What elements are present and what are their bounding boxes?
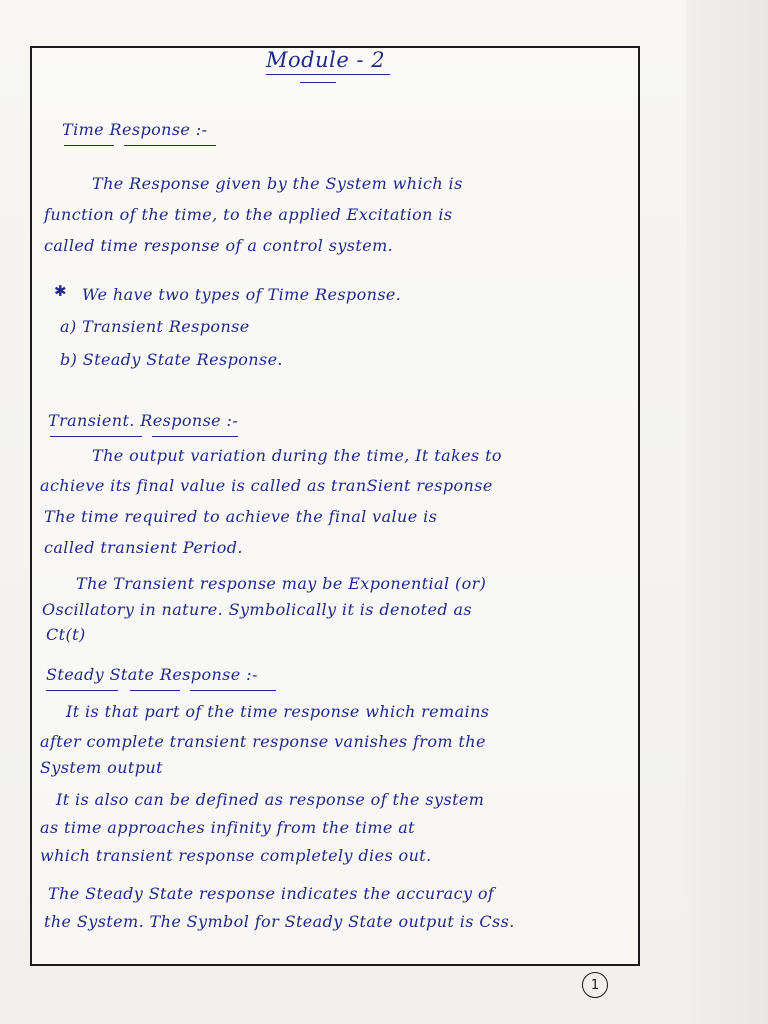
heading-underline bbox=[50, 436, 142, 437]
paragraph-line: System output bbox=[40, 758, 163, 777]
heading-underline bbox=[46, 690, 118, 691]
heading-transient-response: Transient. Response :- bbox=[48, 411, 239, 430]
symbol-ct: Ct(t) bbox=[46, 625, 86, 644]
asterisk-bullet-icon: ✱ bbox=[54, 282, 67, 300]
paragraph-line: The output variation during the time, It takes to bbox=[92, 446, 502, 465]
paragraph-line: The time required to achieve the final value is bbox=[44, 507, 438, 526]
types-intro: We have two types of Time Response. bbox=[82, 285, 402, 304]
list-item: a) Transient Response bbox=[60, 317, 250, 336]
paragraph-line: The Transient response may be Exponential (or) bbox=[76, 574, 487, 593]
title-underline-short bbox=[300, 82, 336, 83]
heading-underline bbox=[190, 690, 276, 691]
paragraph-line: which transient response completely dies out. bbox=[40, 846, 432, 865]
paragraph-line: The Response given by the System which is bbox=[92, 174, 463, 193]
page-number: 1 bbox=[590, 977, 600, 993]
heading-underline bbox=[64, 145, 114, 146]
paragraph-line: Oscillatory in nature. Symbolically it is denoted as bbox=[42, 600, 473, 619]
heading-steady-state-response: Steady State Response :- bbox=[46, 665, 258, 684]
paragraph-line: after complete transient response vanishes from the bbox=[40, 732, 486, 751]
paragraph-line: the System. The Symbol for Steady State output is Css. bbox=[44, 912, 515, 931]
page-title: Module - 2 bbox=[266, 48, 386, 72]
list-item: b) Steady State Response. bbox=[60, 350, 283, 369]
paragraph-line: It is also can be defined as response of the system bbox=[56, 790, 485, 809]
paragraph-line: It is that part of the time response which remains bbox=[66, 702, 490, 721]
heading-underline bbox=[130, 690, 180, 691]
title-underline bbox=[266, 74, 390, 75]
page-number-badge bbox=[582, 972, 608, 998]
heading-underline bbox=[124, 145, 216, 146]
paragraph-line: function of the time, to the applied Excitation is bbox=[44, 205, 453, 224]
paragraph-line: called time response of a control system. bbox=[44, 236, 394, 255]
paragraph-line: called transient Period. bbox=[44, 538, 243, 557]
heading-time-response: Time Response :- bbox=[62, 120, 208, 139]
paragraph-line: achieve its final value is called as tranSient response bbox=[40, 476, 493, 495]
page-edge bbox=[686, 0, 768, 1024]
paragraph-line: The Steady State response indicates the accuracy of bbox=[48, 884, 495, 903]
paragraph-line: as time approaches infinity from the time at bbox=[40, 818, 416, 837]
heading-underline bbox=[152, 436, 238, 437]
